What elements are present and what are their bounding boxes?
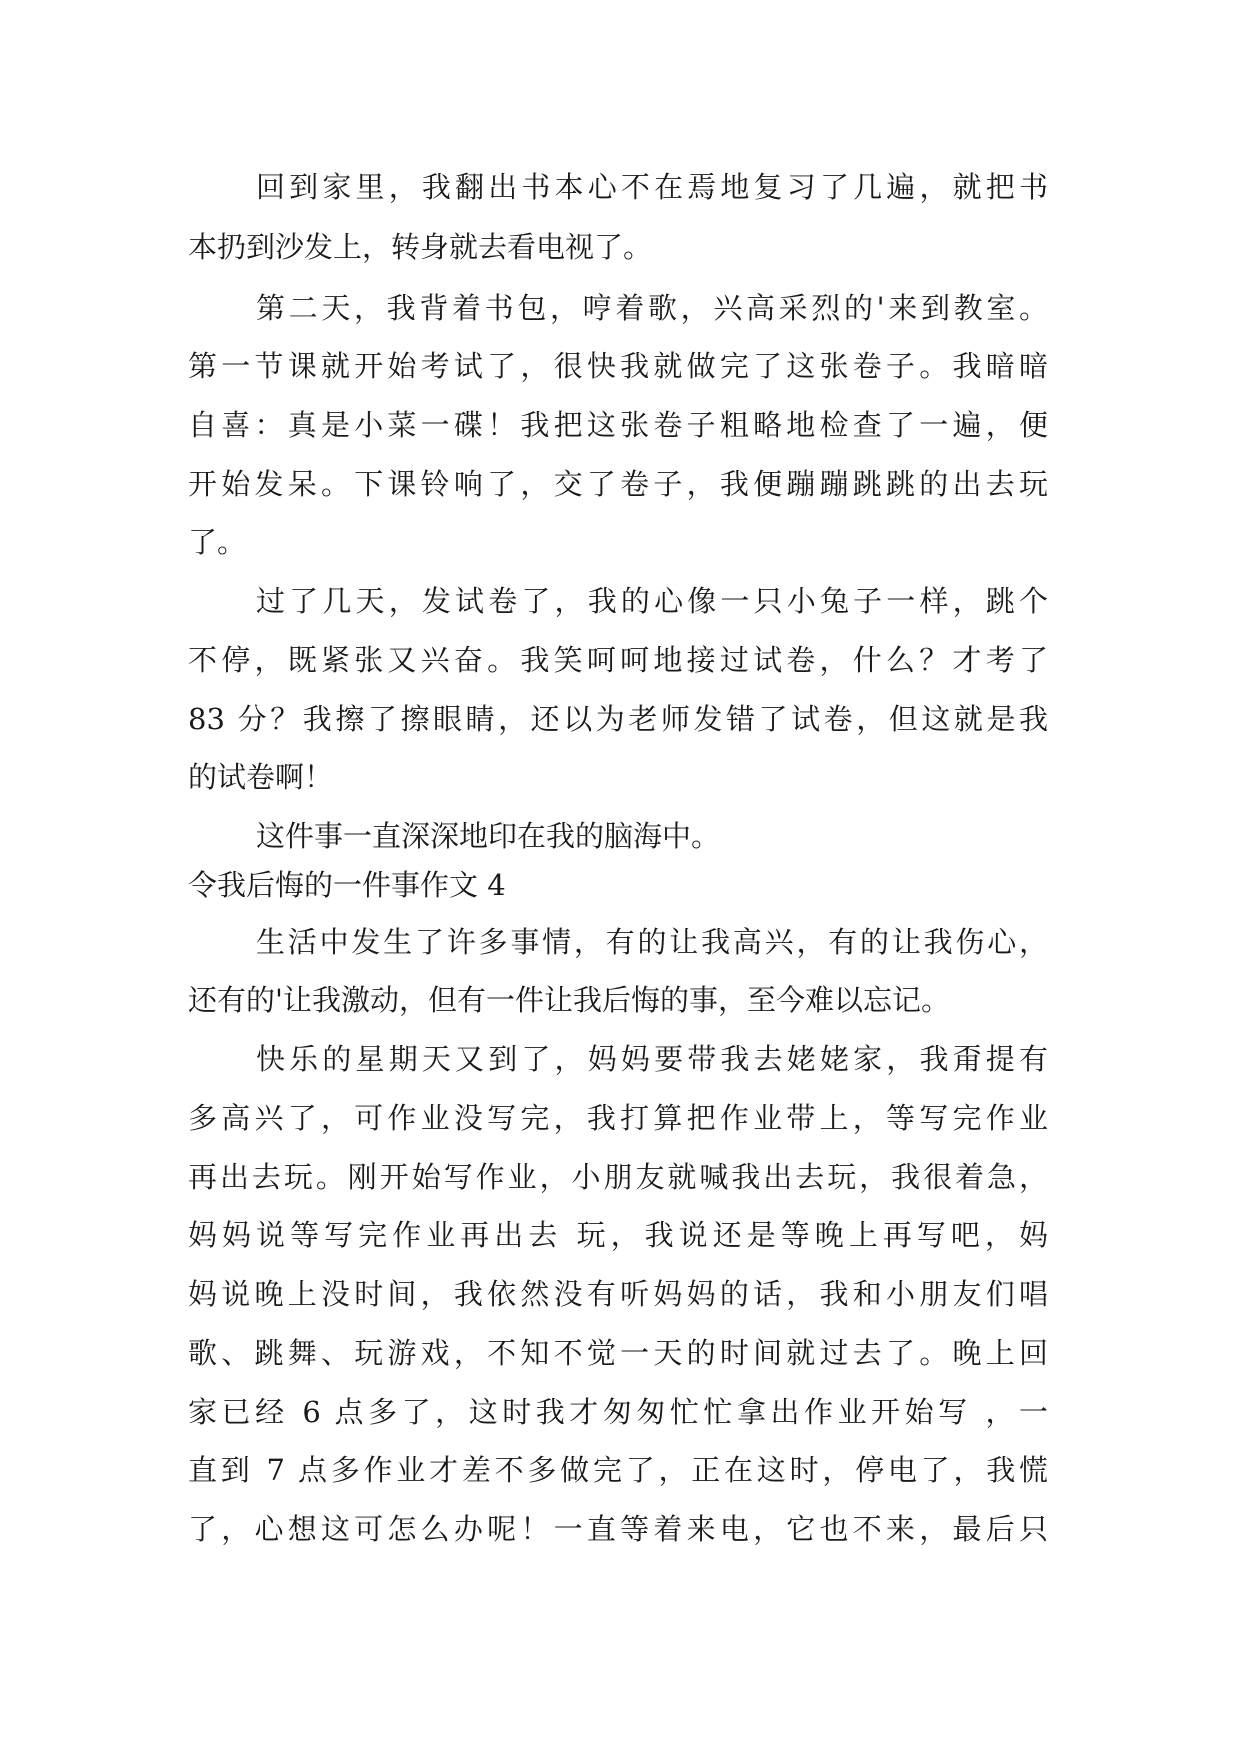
- paragraph-line: 的试卷啊！: [188, 760, 334, 794]
- paragraph-line: 自喜：真是小菜一碟！我把这张卷子粗略地检查了一遍，便: [188, 408, 1048, 442]
- paragraph-line: 开始发呆。下课铃响了，交了卷子，我便蹦蹦跳跳的出去玩: [188, 467, 1048, 501]
- paragraph-line: 再出去玩。刚开始写作业，小朋友就喊我出去玩，我很着急，: [188, 1160, 1048, 1194]
- paragraph-line: 本扔到沙发上，转身就去看电视了。: [188, 230, 653, 264]
- paragraph-line: 生活中发生了许多事情，有的让我高兴，有的让我伤心，: [256, 925, 1048, 959]
- paragraph-line: 妈说晚上没时间，我依然没有听妈妈的话，我和小朋友们唱: [188, 1277, 1048, 1311]
- paragraph-line: 多高兴了，可作业没写完，我打算把作业带上，等写完作业: [188, 1101, 1048, 1135]
- paragraph-line: 第二天，我背着书包，哼着歌，兴高采烈的'来到教室。: [256, 291, 1048, 325]
- section-heading: 令我后悔的一件事作文 4: [188, 868, 506, 902]
- paragraph-line: 不停，既紧张又兴奋。我笑呵呵地接过试卷，什么？才考了: [188, 643, 1048, 677]
- paragraph-line: 83 分？我擦了擦眼睛，还以为老师发错了试卷，但这就是我: [188, 702, 1048, 736]
- paragraph-line: 家已经 6 点多了，这时我才匆匆忙忙拿出作业开始写 ，一: [188, 1395, 1048, 1429]
- paragraph-line: 快乐的星期天又到了，妈妈要带我去姥姥家，我甭提有: [256, 1042, 1048, 1076]
- paragraph-line: 回到家里，我翻出书本心不在焉地复习了几遍，就把书: [256, 170, 1048, 204]
- paragraph-line: 妈妈说等写完作业再出去 玩，我说还是等晚上再写吧，妈: [188, 1218, 1048, 1252]
- paragraph-line: 直到 7 点多作业才差不多做完了，正在这时，停电了，我慌: [188, 1453, 1048, 1487]
- paragraph-line: 还有的'让我激动，但有一件让我后悔的事，至今难以忘记。: [188, 983, 950, 1017]
- paragraph-line: 这件事一直深深地印在我的脑海中。: [256, 819, 721, 853]
- paragraph-line: 第一节课就开始考试了，很快我就做完了这张卷子。我暗暗: [188, 349, 1048, 383]
- paragraph-line: 过了几天，发试卷了，我的心像一只小兔子一样，跳个: [256, 584, 1048, 618]
- paragraph-line: 歌、跳舞、玩游戏，不知不觉一天的时间就过去了。晚上回: [188, 1336, 1048, 1370]
- paragraph-line: 了。: [188, 525, 247, 559]
- paragraph-line: 了，心想这可怎么办呢！一直等着来电，它也不来，最后只: [188, 1512, 1048, 1546]
